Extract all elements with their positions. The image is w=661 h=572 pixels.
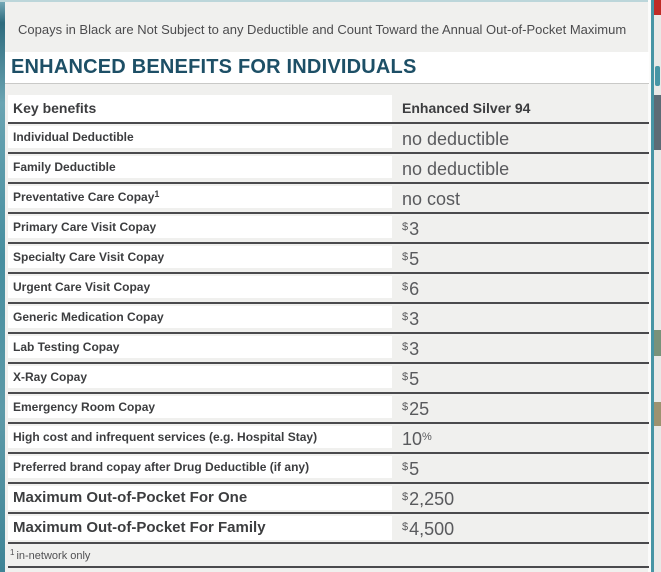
benefit-label-text: Family Deductible bbox=[13, 160, 116, 174]
benefit-label-text: Generic Medication Copay bbox=[13, 310, 164, 324]
benefit-label bbox=[8, 156, 392, 178]
benefit-label-text: Maximum Out-of-Pocket For One bbox=[13, 489, 248, 506]
currency-symbol: $ bbox=[402, 221, 409, 233]
currency-symbol: $ bbox=[402, 521, 409, 533]
benefit-value-text: no deductible bbox=[402, 159, 510, 179]
benefit-label-text: Urgent Care Visit Copay bbox=[13, 280, 151, 294]
table-row bbox=[8, 152, 649, 182]
currency-symbol: $ bbox=[402, 461, 409, 473]
benefit-label bbox=[8, 456, 392, 478]
benefit-value bbox=[402, 514, 454, 542]
benefit-label bbox=[8, 306, 392, 328]
currency-symbol: $ bbox=[402, 371, 409, 383]
currency-symbol: $ bbox=[402, 491, 409, 503]
benefit-label-text: High cost and infrequent services (e.g. Hospital Stay) bbox=[13, 430, 318, 444]
background-fragment-slate bbox=[654, 95, 661, 150]
table-row bbox=[8, 242, 649, 272]
benefit-value-text: 5 bbox=[409, 249, 420, 269]
currency-symbol: $ bbox=[402, 281, 409, 293]
plan-name-header: Enhanced Silver 94 bbox=[402, 100, 531, 116]
benefit-label bbox=[8, 186, 392, 208]
currency-symbol: $ bbox=[402, 311, 409, 323]
benefit-value bbox=[402, 394, 429, 422]
benefit-label-text: Lab Testing Copay bbox=[13, 340, 120, 354]
benefit-label-text: Primary Care Visit Copay bbox=[13, 220, 157, 234]
benefit-label-text: Maximum Out-of-Pocket For Family bbox=[13, 519, 266, 536]
currency-symbol: $ bbox=[402, 341, 409, 353]
benefit-value-text: 3 bbox=[409, 219, 420, 239]
key-benefits-header: Key benefits bbox=[8, 95, 392, 122]
table-row bbox=[8, 422, 649, 452]
benefit-label bbox=[8, 216, 392, 238]
benefit-value bbox=[402, 274, 419, 302]
benefit-value bbox=[402, 184, 460, 212]
page-title: ENHANCED BENEFITS FOR INDIVIDUALS bbox=[11, 56, 417, 78]
top-banner bbox=[18, 21, 640, 38]
table-row bbox=[8, 332, 649, 362]
benefit-label-text: Preventative Care Copay bbox=[13, 190, 155, 204]
table-row bbox=[8, 272, 649, 302]
benefit-value bbox=[402, 334, 419, 362]
benefit-value bbox=[402, 124, 509, 152]
benefit-label bbox=[8, 426, 392, 448]
benefit-value bbox=[402, 214, 419, 242]
benefit-value-text: no deductible bbox=[402, 129, 510, 149]
percent-symbol: % bbox=[422, 431, 432, 443]
benefit-label bbox=[8, 126, 392, 148]
benefit-label-text: Specialty Care Visit Copay bbox=[13, 250, 165, 264]
table-row bbox=[8, 452, 649, 482]
currency-symbol: $ bbox=[402, 401, 409, 413]
page-left-edge-decoration bbox=[0, 0, 5, 572]
table-row bbox=[8, 182, 649, 212]
background-fragment-tan bbox=[654, 402, 661, 426]
benefit-label-text: Individual Deductible bbox=[13, 130, 134, 144]
benefit-label bbox=[8, 516, 392, 540]
benefits-table bbox=[8, 95, 649, 568]
benefit-value-text: 10 bbox=[402, 429, 423, 449]
benefit-label-text: Emergency Room Copay bbox=[13, 400, 156, 414]
table-row bbox=[8, 362, 649, 392]
benefit-value-text: 5 bbox=[409, 459, 420, 479]
scrollbar-thumb[interactable] bbox=[655, 66, 660, 86]
footnote bbox=[8, 542, 649, 568]
currency-symbol: $ bbox=[402, 251, 409, 263]
benefit-value-text: 3 bbox=[409, 339, 420, 359]
benefit-label bbox=[8, 396, 392, 418]
benefit-value bbox=[402, 454, 419, 482]
footnote-superscript: 1 bbox=[10, 548, 15, 557]
benefit-value-text: no cost bbox=[402, 189, 461, 209]
table-row bbox=[8, 122, 649, 152]
benefit-value-text: 6 bbox=[409, 279, 420, 299]
background-fragment-red bbox=[654, 0, 661, 15]
benefit-label bbox=[8, 336, 392, 358]
benefit-value-text: 4,500 bbox=[409, 519, 455, 539]
table-rows-container bbox=[8, 122, 649, 542]
benefit-label-text: Preferred brand copay after Drug Deductible (if any) bbox=[13, 460, 310, 474]
table-row bbox=[8, 212, 649, 242]
benefit-value bbox=[402, 364, 419, 392]
section-title-bar bbox=[5, 52, 649, 84]
benefit-value-text: 5 bbox=[409, 369, 420, 389]
table-row bbox=[8, 392, 649, 422]
benefit-value-text: 2,250 bbox=[409, 489, 455, 509]
table-row bbox=[8, 482, 649, 512]
benefit-value bbox=[402, 244, 419, 272]
table-header-row bbox=[8, 95, 649, 122]
banner-text: Copays in Black are Not Subject to any Deductible and Count Toward the Annual Out-of-Pocket Maximum bbox=[18, 22, 627, 37]
benefit-label bbox=[8, 246, 392, 268]
benefit-value-text: 3 bbox=[409, 309, 420, 329]
benefit-value-text: 25 bbox=[409, 399, 430, 419]
benefit-value bbox=[402, 424, 433, 452]
benefit-label-superscript: 1 bbox=[154, 189, 160, 199]
benefit-value bbox=[402, 154, 509, 182]
table-row bbox=[8, 302, 649, 332]
benefit-label bbox=[8, 276, 392, 298]
benefit-label bbox=[8, 366, 392, 388]
background-fragment-green bbox=[654, 330, 661, 356]
benefit-label-text: X-Ray Copay bbox=[13, 370, 88, 384]
benefit-value bbox=[402, 304, 419, 332]
footnote-text: in-network only bbox=[16, 550, 91, 562]
table-row bbox=[8, 512, 649, 542]
benefit-label bbox=[8, 486, 392, 510]
benefit-value bbox=[402, 484, 454, 512]
page-top-edge-decoration bbox=[0, 0, 661, 2]
